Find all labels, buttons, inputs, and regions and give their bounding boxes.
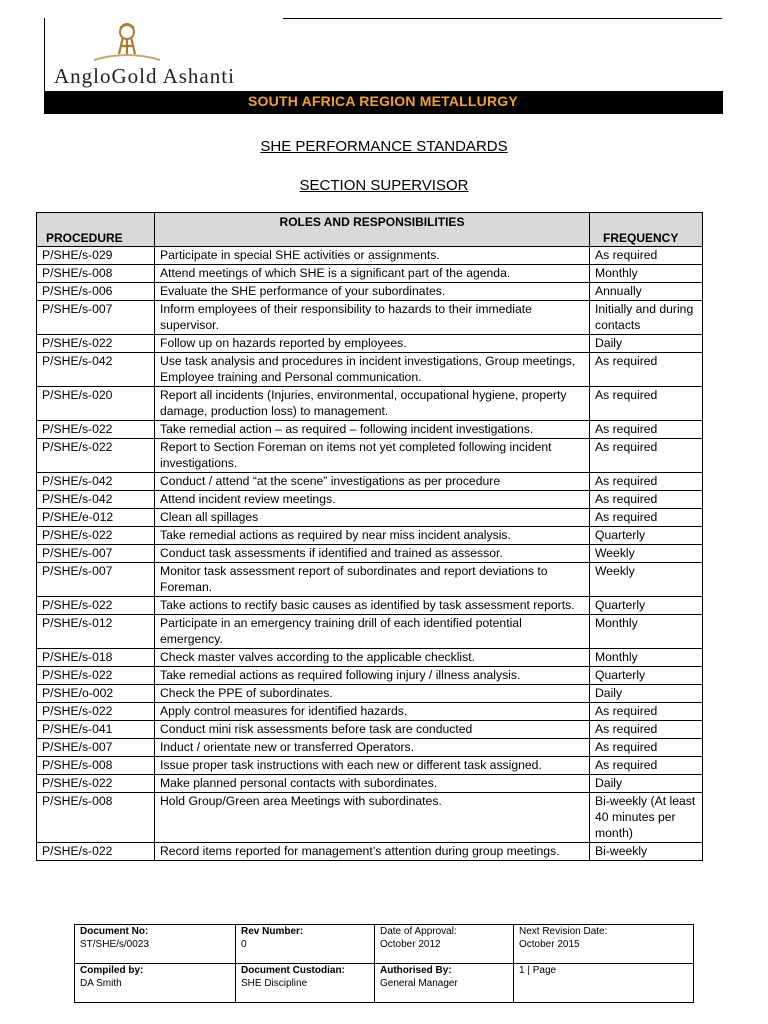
procedure-cell: P/SHE/s-022 xyxy=(37,439,155,473)
procedure-cell: P/SHE/s-042 xyxy=(37,491,155,509)
rev-value: 0 xyxy=(241,938,247,950)
frequency-cell: Monthly xyxy=(590,265,703,283)
procedure-cell: P/SHE/s-022 xyxy=(37,597,155,615)
role-cell: Conduct mini risk assessments before task are conducted xyxy=(155,721,590,739)
rev-label: Rev Number: xyxy=(241,926,304,937)
table-row xyxy=(37,283,703,301)
role-cell: Participate in special SHE activities or assignments. xyxy=(155,247,590,265)
role-cell: Attend meetings of which SHE is a significant part of the agenda. xyxy=(155,265,590,283)
role-cell: Issue proper task instructions with each new or different task assigned. xyxy=(155,757,590,775)
procedure-cell: P/SHE/s-008 xyxy=(37,265,155,283)
frequency-cell: Daily xyxy=(590,335,703,353)
compiled-label: Compiled by: xyxy=(80,965,144,976)
table-row xyxy=(37,387,703,421)
role-cell: Attend incident review meetings. xyxy=(155,491,590,509)
table-row xyxy=(37,301,703,335)
role-cell: Evaluate the SHE performance of your subordinates. xyxy=(155,283,590,301)
page-cell xyxy=(514,964,694,1003)
table-row xyxy=(37,545,703,563)
procedure-cell: P/SHE/e-012 xyxy=(37,509,155,527)
frequency-cell: Bi-weekly (At least 40 minutes per month) xyxy=(590,793,703,843)
procedure-cell: P/SHE/s-012 xyxy=(37,615,155,649)
lion-logo-icon xyxy=(90,20,164,68)
table-row xyxy=(37,265,703,283)
role-cell: Inform employees of their responsibility to hazards to their immediate supervisor. xyxy=(155,301,590,335)
custodian-label: Document Custodian: xyxy=(241,965,345,976)
table-row xyxy=(37,335,703,353)
header-procedure: PROCEDURE xyxy=(37,213,155,247)
table-row xyxy=(37,775,703,793)
frequency-cell: As required xyxy=(590,421,703,439)
region-banner xyxy=(44,91,723,114)
table-row xyxy=(37,703,703,721)
procedure-cell: P/SHE/s-022 xyxy=(37,667,155,685)
frequency-cell: Monthly xyxy=(590,615,703,649)
role-cell: Follow up on hazards reported by employees. xyxy=(155,335,590,353)
page-number: 1 | Page xyxy=(519,965,557,976)
role-cell: Apply control measures for identified hazards. xyxy=(155,703,590,721)
role-cell: Use task analysis and procedures in incident investigations, Group meetings, Employee training and Personal communication. xyxy=(155,353,590,387)
table-row xyxy=(37,739,703,757)
custodian-value: SHE Discipline xyxy=(241,977,308,989)
table-row xyxy=(37,685,703,703)
procedure-cell: P/SHE/s-007 xyxy=(37,563,155,597)
frequency-cell: As required xyxy=(590,739,703,757)
frequency-cell: As required xyxy=(590,353,703,387)
role-cell: Take remedial action – as required – following incident investigations. xyxy=(155,421,590,439)
role-cell: Induct / orientate new or transferred Operators. xyxy=(155,739,590,757)
procedure-cell: P/SHE/s-042 xyxy=(37,473,155,491)
frequency-cell: Quarterly xyxy=(590,527,703,545)
role-cell: Check the PPE of subordinates. xyxy=(155,685,590,703)
procedure-cell: P/SHE/s-006 xyxy=(37,283,155,301)
procedure-cell: P/SHE/s-029 xyxy=(37,247,155,265)
document-title: SHE PERFORMANCE STANDARDS xyxy=(260,138,508,155)
table-header-row xyxy=(37,213,703,247)
table-row xyxy=(37,247,703,265)
frequency-cell: Weekly xyxy=(590,545,703,563)
table-row xyxy=(37,473,703,491)
next-revision-value: October 2015 xyxy=(519,938,580,950)
frequency-cell: As required xyxy=(590,439,703,473)
role-cell: Take remedial actions as required by near miss incident analysis. xyxy=(155,527,590,545)
compiled-cell xyxy=(75,964,236,1003)
table-row xyxy=(37,527,703,545)
banner-text: SOUTH AFRICA REGION METALLURGY xyxy=(248,93,518,109)
compiled-value: DA Smith xyxy=(80,977,122,989)
role-cell: Report all incidents (Injuries, environmental, occupational hygiene, property damage, production loss) to management. xyxy=(155,387,590,421)
approval-cell xyxy=(375,925,514,964)
procedure-cell: P/SHE/s-007 xyxy=(37,545,155,563)
table-row xyxy=(37,843,703,861)
section-title: SECTION SUPERVISOR xyxy=(299,177,469,194)
frequency-cell: Bi-weekly xyxy=(590,843,703,861)
procedure-cell: P/SHE/s-020 xyxy=(37,387,155,421)
frequency-cell: As required xyxy=(590,703,703,721)
procedure-cell: P/SHE/s-022 xyxy=(37,775,155,793)
approval-value: October 2012 xyxy=(380,938,441,950)
table-row xyxy=(37,757,703,775)
custodian-cell xyxy=(236,964,375,1003)
role-cell: Clean all spillages xyxy=(155,509,590,527)
frequency-cell: Daily xyxy=(590,685,703,703)
role-cell: Take actions to rectify basic causes as identified by task assessment reports. xyxy=(155,597,590,615)
doc-no-label: Document No: xyxy=(80,926,149,937)
procedure-cell: P/SHE/s-007 xyxy=(37,301,155,335)
table-row xyxy=(37,563,703,597)
document-footer xyxy=(74,924,694,1003)
header-roles: ROLES AND RESPONSIBILITIES xyxy=(155,213,590,247)
procedure-cell: P/SHE/s-022 xyxy=(37,421,155,439)
table-row xyxy=(37,667,703,685)
frequency-cell: As required xyxy=(590,387,703,421)
frequency-cell: As required xyxy=(590,757,703,775)
table-row xyxy=(37,793,703,843)
frequency-cell: Initially and during contacts xyxy=(590,301,703,335)
frequency-cell: As required xyxy=(590,247,703,265)
procedure-cell: P/SHE/s-022 xyxy=(37,703,155,721)
role-cell: Conduct / attend “at the scene” investigations as per procedure xyxy=(155,473,590,491)
frequency-cell: Annually xyxy=(590,283,703,301)
role-cell: Check master valves according to the applicable checklist. xyxy=(155,649,590,667)
table-row xyxy=(37,439,703,473)
procedure-cell: P/SHE/s-008 xyxy=(37,793,155,843)
table-row xyxy=(37,615,703,649)
header-frequency: FREQUENCY xyxy=(590,213,703,247)
role-cell: Hold Group/Green area Meetings with subordinates. xyxy=(155,793,590,843)
role-cell: Take remedial actions as required following injury / illness analysis. xyxy=(155,667,590,685)
frequency-cell: Weekly xyxy=(590,563,703,597)
doc-no-cell xyxy=(75,925,236,964)
role-cell: Report to Section Foreman on items not yet completed following incident investigations. xyxy=(155,439,590,473)
frequency-cell: Quarterly xyxy=(590,667,703,685)
approval-label: Date of Approval: xyxy=(380,926,457,937)
frequency-cell: Quarterly xyxy=(590,597,703,615)
procedure-cell: P/SHE/s-041 xyxy=(37,721,155,739)
header-top-border xyxy=(283,18,722,19)
procedure-cell: P/SHE/s-022 xyxy=(37,843,155,861)
frequency-cell: As required xyxy=(590,473,703,491)
doc-no-value: ST/SHE/s/0023 xyxy=(80,938,149,950)
company-name: AngloGold Ashanti xyxy=(54,64,235,88)
table-row xyxy=(37,353,703,387)
role-cell: Make planned personal contacts with subordinates. xyxy=(155,775,590,793)
table-row xyxy=(37,421,703,439)
role-cell: Participate in an emergency training drill of each identified potential emergency. xyxy=(155,615,590,649)
role-cell: Monitor task assessment report of subordinates and report deviations to Foreman. xyxy=(155,563,590,597)
frequency-cell: As required xyxy=(590,721,703,739)
authorised-value: General Manager xyxy=(380,977,458,989)
procedure-cell: P/SHE/s-018 xyxy=(37,649,155,667)
authorised-label: Authorised By: xyxy=(380,965,452,976)
frequency-cell: Monthly xyxy=(590,649,703,667)
table-row xyxy=(37,491,703,509)
table-row xyxy=(37,721,703,739)
procedure-cell: P/SHE/s-007 xyxy=(37,739,155,757)
frequency-cell: As required xyxy=(590,491,703,509)
next-revision-label: Next Revision Date: xyxy=(519,926,608,937)
procedure-cell: P/SHE/s-042 xyxy=(37,353,155,387)
table-row xyxy=(37,649,703,667)
rev-cell xyxy=(236,925,375,964)
authorised-cell xyxy=(375,964,514,1003)
procedure-cell: P/SHE/s-008 xyxy=(37,757,155,775)
responsibilities-table xyxy=(36,212,703,861)
procedure-cell: P/SHE/s-022 xyxy=(37,527,155,545)
table-row xyxy=(37,597,703,615)
role-cell: Conduct task assessments if identified and trained as assessor. xyxy=(155,545,590,563)
role-cell: Record items reported for management’s attention during group meetings. xyxy=(155,843,590,861)
company-logo xyxy=(48,20,283,90)
frequency-cell: As required xyxy=(590,509,703,527)
frequency-cell: Daily xyxy=(590,775,703,793)
procedure-cell: P/SHE/o-002 xyxy=(37,685,155,703)
next-revision-cell xyxy=(514,925,694,964)
procedure-cell: P/SHE/s-022 xyxy=(37,335,155,353)
table-row xyxy=(37,509,703,527)
